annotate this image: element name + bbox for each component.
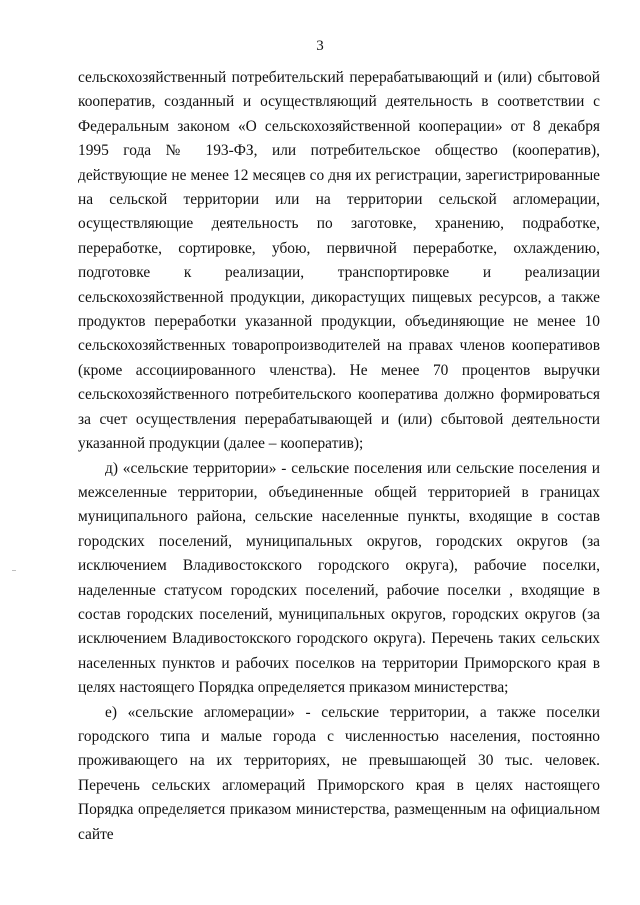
paragraph-rural-agglomerations: е) «сельские агломерации» - сельские территории, а также поселки городского типа и малые города с численностью населения, постоянно проживающего на их территориях, не превышающей 30 тыс. человек. Перечень сельских агломераций Приморского края в целях настоящего Порядка определяется приказом министерства, размещенным на официальном сайте <box>78 703 600 843</box>
margin-mark <box>12 570 16 571</box>
page-number: 3 <box>316 38 324 54</box>
paragraph-cooperative-definition: сельскохозяйственный потребительский перерабатывающий и (или) сбытовой кооператив, созданный и осуществляющий деятельность в соответствии с Федеральным законом «О сельскохозяйственной кооперации» от 8 декабря 1995 года № 193-ФЗ, или потребительское общество (кооператив), действующие не менее 12 месяцев со дня их регистрации, зарегистрированные на сельской территории или на территории сельской агломерации, осуществляющие деятельность по заготовке, хранению, подработке, переработке, сортировке, убою, первичной переработке, охлаждению, подготовке к реализации, транспортировке и реализации сельскохозяйственной продукции, дикорастущих пищевых ресурсов, а также продуктов переработки указанной продукции, объединяющие не менее 10 сельскохозяйственных товаропроизводителей на правах членов кооперативов (кроме ассоциированного членства). Не менее 70 процентов выручки сельскохозяйственного потребительского кооператива должно формироваться за счет осуществления перерабатывающей и (или) сбытовой деятельности указанной продукции (далее – кооператив); <box>78 69 600 453</box>
paragraph-rural-territories: д) «сельские территории» - сельские поселения или сельские поселения и межселенные территории, объединенные общей территорией в границах муниципального района, сельские населенные пункты, входящие в состав городских поселений, муниципальных округов, городских округов (за исключением Владивостокского городского округа), рабочие поселки, наделенные статусом городских поселений, рабочие поселки , входящие в состав городских поселений, муниципальных округов, городских округов (за исключением Владивостокского городского округа). Перечень таких сельских населенных пунктов и рабочих поселков на территории Приморского края в целях настоящего Порядка определяется приказом министерства; <box>78 459 600 697</box>
document-body <box>78 66 600 847</box>
